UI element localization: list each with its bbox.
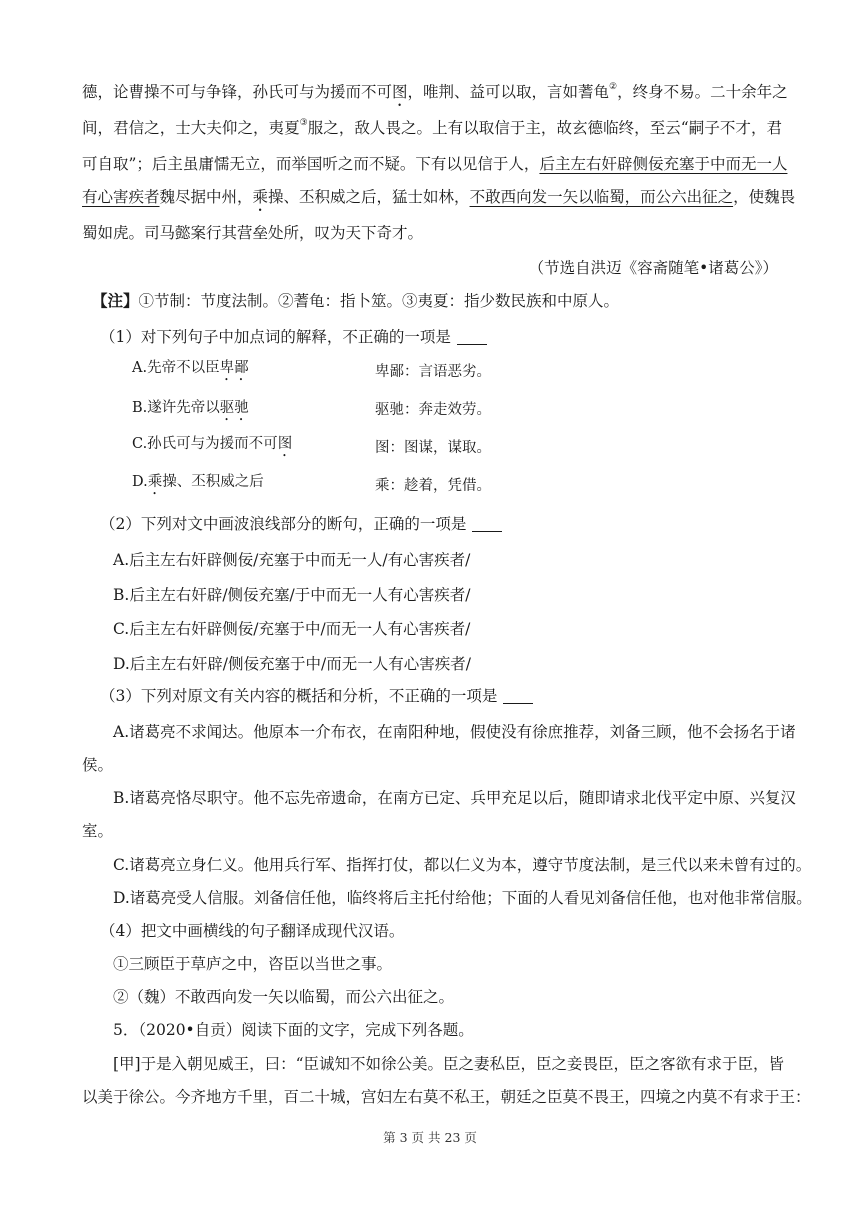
dotted-word: 乘 bbox=[147, 474, 163, 490]
text: ，使魏畏 bbox=[733, 188, 796, 206]
q5-passage-line-1: [甲]于是入朝见威王，曰：“臣诚知不如徐公美。臣之妻私臣，臣之妾畏臣，臣之客欲有求于臣，皆 bbox=[113, 1055, 785, 1073]
text: B.遂许先帝以 bbox=[132, 400, 220, 416]
q2-option-d: D.后主左右奸辟/侧佞充塞于中/而无一人有心害疾者/ bbox=[113, 655, 471, 673]
q1-option-b-explain: 驱驰：奔走效劳。 bbox=[375, 402, 491, 418]
text: 可自取”；后主虽庸懦无立，而举国听之而不疑。下有以见信于人， bbox=[82, 155, 540, 173]
q1-option-d-explain: 乘：趁着，凭借。 bbox=[375, 478, 491, 494]
text: ，唯荆、益可以取，言如蓍龟 bbox=[407, 83, 610, 101]
passage-line-3 bbox=[82, 152, 788, 176]
answer-blank[interactable] bbox=[457, 330, 487, 345]
note-text: ①节制：节度法制。②蓍龟：指卜筮。③夷夏：指少数民族和中原人。 bbox=[138, 292, 620, 310]
footnote-marker: ② bbox=[609, 82, 618, 92]
total-pages: 23 bbox=[444, 1130, 461, 1145]
question-2-stem bbox=[100, 512, 502, 536]
text: 操、丕积威之后，猛士如林， bbox=[268, 188, 470, 206]
dotted-word: 图 bbox=[277, 436, 293, 452]
note-line bbox=[92, 289, 619, 313]
wavy-underlined-text: 后主左右奸辟侧佞充塞于中而无一人 bbox=[539, 155, 788, 173]
answer-blank[interactable] bbox=[472, 517, 502, 532]
page-number: 3 bbox=[399, 1130, 408, 1145]
question-3-stem bbox=[100, 684, 533, 708]
q1-option-a-explain: 卑鄙：言语恶劣。 bbox=[375, 364, 491, 380]
q2-option-c: C.后主左右奸辟侧佞/充塞于中/而无一人有心害疾者/ bbox=[113, 620, 471, 638]
stem-text: （2）下列对文中画波浪线部分的断句，正确的一项是 bbox=[100, 515, 467, 533]
stem-text: （3）下列对原文有关内容的概括和分析，不正确的一项是 bbox=[100, 687, 498, 705]
text: 页 bbox=[464, 1130, 477, 1145]
text: 页 共 bbox=[411, 1130, 441, 1145]
passage-source: （节选自洪迈《容斋随笔•诸葛公》） bbox=[528, 259, 778, 277]
page-footer bbox=[0, 1128, 860, 1146]
text: ，终身不易。二十余年之 bbox=[617, 83, 788, 101]
q1-option-a bbox=[132, 356, 249, 384]
q3-option-d: D.诸葛亮受人信服。刘备信任他，临终将后主托付给他；下面的人看见刘备信任他，也对他非常信服。 bbox=[113, 889, 812, 907]
q3-option-b-line1: B.诸葛亮恪尽职守。他不忘先帝遗命，在南方已定、兵甲充足以后，随即请求北伐平定中原、兴复汉 bbox=[113, 789, 796, 807]
text: 服之，敌人畏之。上有以取信于主，故玄德临终，至云“嗣子不才，君 bbox=[307, 119, 782, 137]
question-5-stem: 5．（2020•自贡）阅读下面的文字，完成下列各题。 bbox=[113, 1021, 474, 1039]
q4-sentence-1: ①三顾臣于草庐之中，咨臣以当世之事。 bbox=[113, 955, 393, 973]
note-label: 【注】 bbox=[92, 291, 139, 310]
passage-line-5: 蜀如虎。司马懿案行其营垒处所，叹为天下奇才。 bbox=[82, 224, 424, 242]
text: 间，君信之，士大夫仰之，夷夏 bbox=[82, 119, 300, 137]
q4-sentence-2: ②（魏）不敢西向发一矢以临蜀，而公六出征之。 bbox=[113, 988, 455, 1006]
q1-option-d bbox=[132, 470, 264, 498]
answer-blank[interactable] bbox=[503, 689, 533, 704]
question-4-stem: （4）把文中画横线的句子翻译成现代汉语。 bbox=[100, 922, 405, 940]
text: C.孙氏可与为援而不可 bbox=[132, 436, 278, 452]
q3-option-b-line2: 室。 bbox=[82, 822, 114, 840]
question-1-stem bbox=[100, 325, 487, 349]
q2-option-b: B.后主左右奸辟/侧佞充塞/于中而无一人有心害疾者/ bbox=[113, 586, 471, 604]
text: D. bbox=[132, 474, 148, 490]
text: 操、丕积威之后 bbox=[162, 474, 264, 490]
passage-line-1 bbox=[82, 80, 788, 110]
q3-option-c: C.诸葛亮立身仁义。他用兵行军、指挥打仗，都以仁义为本，遵守节度法制，是三代以来未曾有过的。 bbox=[113, 856, 812, 874]
q3-option-a-line1: A.诸葛亮不求闻达。他原本一介布衣，在南阳种地，假使没有徐庶推荐，刘备三顾，他不会扬名于诸 bbox=[113, 723, 796, 741]
dotted-word: 驱驰 bbox=[219, 400, 249, 416]
dotted-word: 乘 bbox=[252, 188, 269, 206]
text: 第 bbox=[383, 1130, 396, 1145]
q1-option-b bbox=[132, 396, 249, 424]
text: 德，论曹操不可与争锋，孙氏可与为援而不可 bbox=[82, 83, 393, 101]
underlined-sentence: 不敢西向发一矢以临蜀，而公六出征之 bbox=[469, 188, 734, 206]
wavy-underlined-text: 有心害疾者 bbox=[82, 188, 160, 206]
text: 魏尽据中州， bbox=[159, 188, 253, 206]
q1-option-c-explain: 图：图谋，谋取。 bbox=[375, 440, 491, 456]
dotted-word: 图 bbox=[392, 83, 408, 101]
dotted-word: 卑鄙 bbox=[219, 360, 249, 376]
q5-passage-line-2: 以美于徐公。今齐地方千里，百二十城，宫妇左右莫不私王，朝廷之臣莫不畏王，四境之内莫不有求于王： bbox=[82, 1088, 811, 1106]
passage-line-2 bbox=[82, 116, 782, 140]
q1-option-c bbox=[132, 432, 292, 460]
passage-line-4 bbox=[82, 185, 796, 215]
footnote-marker: ③ bbox=[299, 118, 308, 128]
q3-option-a-line2: 侯。 bbox=[82, 756, 114, 774]
stem-text: （1）对下列句子中加点词的解释，不正确的一项是 bbox=[100, 328, 451, 346]
text: A.先帝不以臣 bbox=[132, 360, 220, 376]
q2-option-a: A.后主左右奸辟侧佞/充塞于中而无一人/有心害疾者/ bbox=[113, 551, 471, 569]
